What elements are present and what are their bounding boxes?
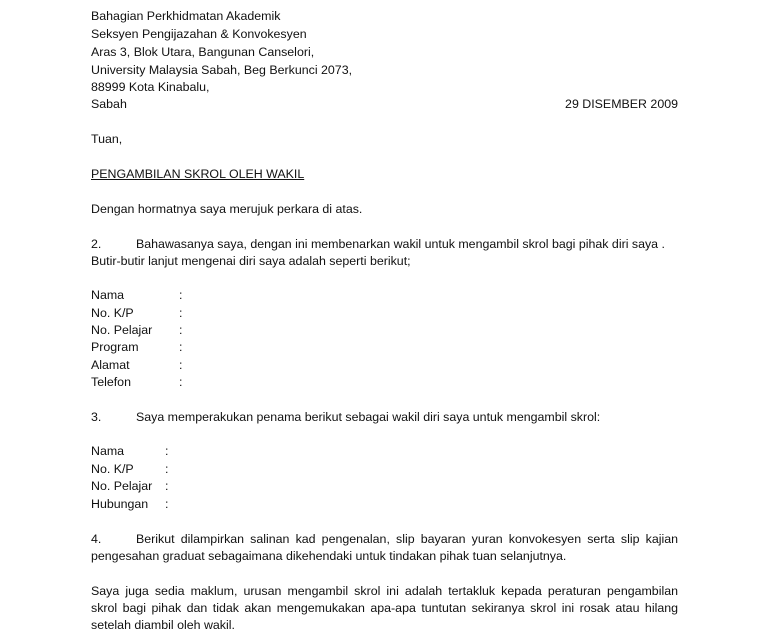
- self-field-colon: :: [179, 375, 183, 389]
- self-field-student-label: No. Pelajar: [91, 323, 153, 337]
- self-field-program-label: Program: [91, 340, 139, 354]
- para2-line1: Bahawasanya saya, dengan ini membenarkan wakil untuk mengambil skrol bagi pihak diri saya .: [136, 237, 665, 251]
- self-field-colon: :: [179, 358, 183, 372]
- closing-line1: Saya juga sedia maklum, urusan mengambil skrol ini adalah tertakluk kepada peraturan pengambilan: [91, 584, 678, 598]
- address-line-4: University Malaysia Sabah, Beg Berkunci 2073,: [91, 63, 353, 77]
- address-line-3: Aras 3, Blok Utara, Bangunan Canselori,: [91, 45, 315, 59]
- rep-field-student-label: No. Pelajar: [91, 479, 153, 493]
- self-field-colon: :: [179, 323, 183, 337]
- rep-field-colon: :: [165, 444, 169, 458]
- address-line-2: Seksyen Pengijazahan & Konvokesyen: [91, 27, 307, 41]
- opening-line: Dengan hormatnya saya merujuk perkara di atas.: [91, 202, 363, 216]
- rep-field-colon: :: [165, 497, 169, 511]
- rep-field-relation-label: Hubungan: [91, 497, 149, 511]
- letter-date: 29 DISEMBER 2009: [565, 97, 678, 111]
- rep-field-ic-label: No. K/P: [91, 462, 134, 476]
- salutation: Tuan,: [91, 132, 123, 146]
- para4-line2: pengesahan graduat sebagaimana dikehendaki untuk tindakan pihak tuan selanjutnya.: [91, 549, 567, 563]
- subject-heading: PENGAMBILAN SKROL OLEH WAKIL: [91, 167, 305, 181]
- para4-line1: Berikut dilampirkan salinan kad pengenalan, slip bayaran yuran konvokesyen serta slip kajian: [136, 532, 678, 546]
- para4-number: 4.: [91, 532, 102, 546]
- self-field-address-label: Alamat: [91, 358, 130, 372]
- self-field-ic-label: No. K/P: [91, 306, 134, 320]
- rep-field-colon: :: [165, 462, 169, 476]
- para2-line2: Butir-butir lanjut mengenai diri saya adalah seperti berikut;: [91, 254, 411, 268]
- closing-line2: skrol bagi pihak dan tidak akan mengemukakan apa-apa tuntutan sekiranya skrol ini rosak atau hilang: [91, 601, 678, 615]
- address-line-6: Sabah: [91, 97, 127, 111]
- para2-number: 2.: [91, 237, 102, 251]
- para3-text: Saya memperakukan penama berikut sebagai wakil diri saya untuk mengambil skrol:: [136, 410, 601, 424]
- closing-line3: setelah diambil oleh wakil.: [91, 618, 235, 632]
- self-field-colon: :: [179, 340, 183, 354]
- self-field-colon: :: [179, 288, 183, 302]
- self-field-colon: :: [179, 306, 183, 320]
- self-field-name-label: Nama: [91, 288, 125, 302]
- rep-field-name-label: Nama: [91, 444, 125, 458]
- rep-field-colon: :: [165, 479, 169, 493]
- address-line-1: Bahagian Perkhidmatan Akademik: [91, 9, 281, 23]
- self-field-phone-label: Telefon: [91, 375, 131, 389]
- para3-number: 3.: [91, 410, 102, 424]
- address-line-5: 88999 Kota Kinabalu,: [91, 80, 210, 94]
